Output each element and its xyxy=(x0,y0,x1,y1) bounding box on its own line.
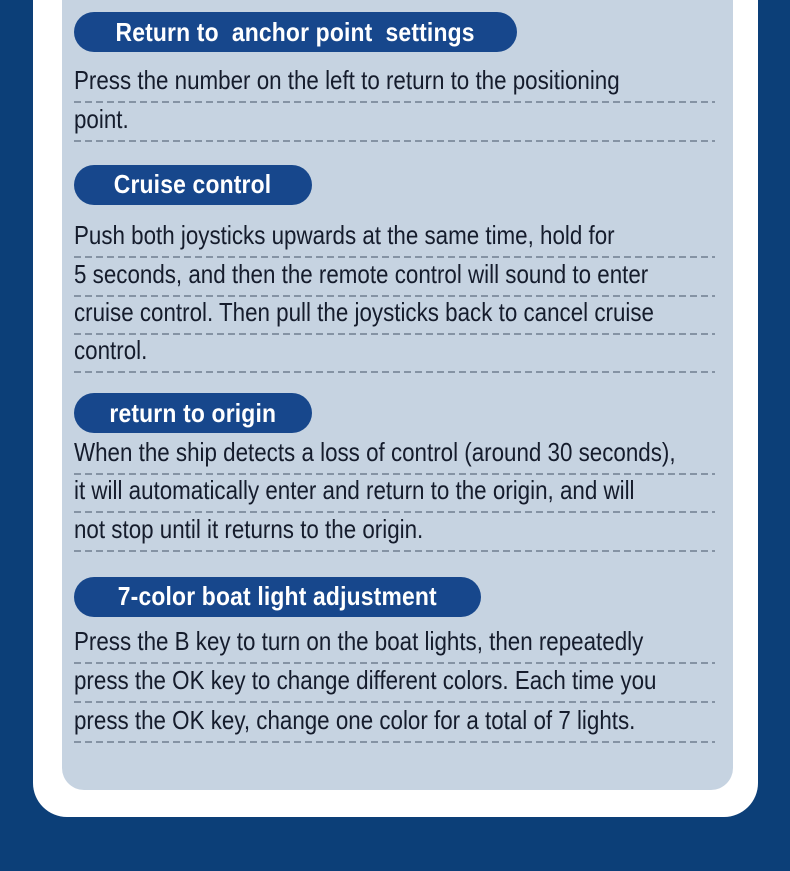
line-text: Press the number on the left to return to the positioning xyxy=(74,65,620,96)
text-line xyxy=(74,103,715,141)
text-line xyxy=(74,297,715,335)
text-line xyxy=(74,335,715,373)
text-line xyxy=(74,703,715,742)
text-line xyxy=(74,625,715,664)
text-line xyxy=(74,65,715,103)
line-text: When the ship detects a loss of control (around 30 seconds), xyxy=(74,436,676,467)
line-text: control. xyxy=(74,335,148,366)
line-text: cruise control. Then pull the joysticks back to cancel cruise xyxy=(74,296,654,327)
text-line xyxy=(74,258,715,296)
text-line xyxy=(74,220,715,258)
section-cruise-control xyxy=(74,165,718,374)
section-title-pill xyxy=(74,165,312,205)
section-title-pill xyxy=(74,393,312,433)
section-body xyxy=(74,436,715,551)
section-body xyxy=(74,65,715,142)
text-line xyxy=(74,436,715,474)
section-body xyxy=(74,220,715,374)
text-line xyxy=(74,475,715,513)
text-line xyxy=(74,513,715,551)
outer-white-card xyxy=(33,0,758,817)
section-title-pill xyxy=(74,577,481,617)
section-title: 7-color boat light adjustment xyxy=(117,581,438,612)
line-text: it will automatically enter and return to the origin, and will xyxy=(74,475,635,506)
section-title: Return to anchor point settings xyxy=(115,16,476,47)
section-return-to-anchor-point xyxy=(74,12,718,142)
section-return-to-origin xyxy=(74,393,718,551)
line-text: press the OK key, change one color for a total of 7 lights. xyxy=(74,704,636,735)
section-title-pill xyxy=(74,12,517,52)
text-line xyxy=(74,664,715,703)
line-text: point. xyxy=(74,103,129,134)
section-boat-light-adjustment xyxy=(74,577,718,743)
section-body xyxy=(74,625,715,743)
section-title: Cruise control xyxy=(114,169,272,200)
section-title: return to origin xyxy=(109,397,277,428)
line-text: press the OK key to change different colors. Each time you xyxy=(74,665,657,696)
line-text: Push both joysticks upwards at the same time, hold for xyxy=(74,220,615,251)
content-card xyxy=(62,0,733,790)
line-text: 5 seconds, and then the remote control will sound to enter xyxy=(74,258,649,289)
line-text: Press the B key to turn on the boat lights, then repeatedly xyxy=(74,625,644,656)
line-text: not stop until it returns to the origin. xyxy=(74,513,424,544)
